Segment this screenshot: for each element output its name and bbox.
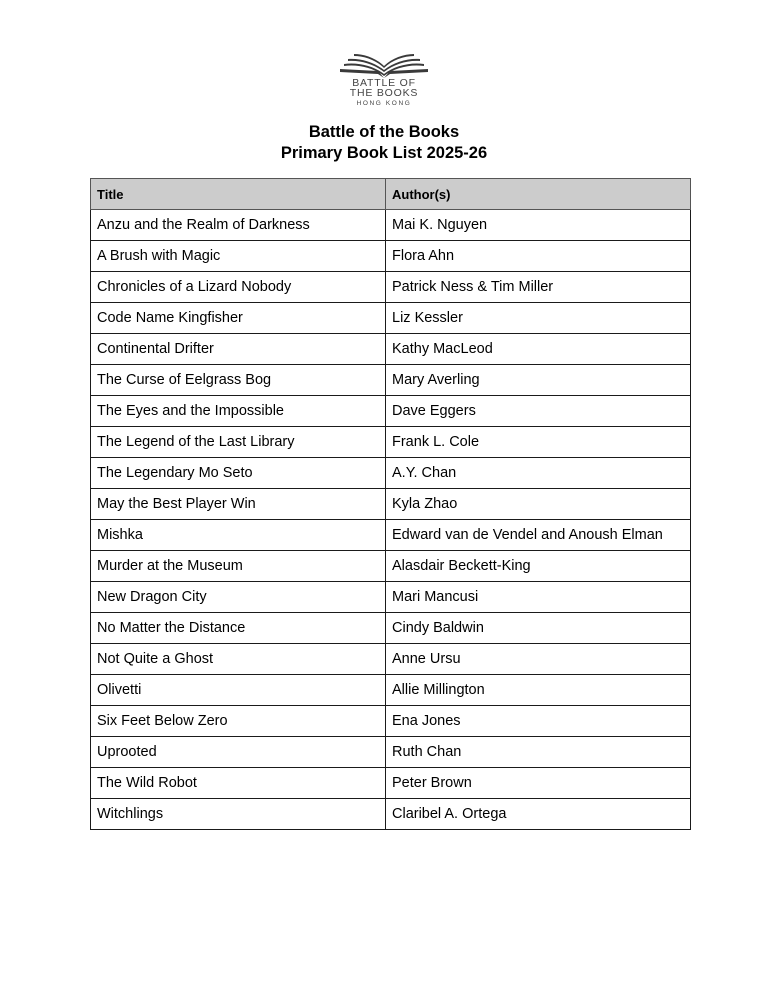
table-row: [91, 396, 691, 427]
table-row: [91, 799, 691, 830]
book-title: The Eyes and the Impossible: [91, 396, 386, 427]
table-row: [91, 768, 691, 799]
book-title: New Dragon City: [91, 582, 386, 613]
table-row: [91, 458, 691, 489]
table-row: [91, 303, 691, 334]
table-row: [91, 613, 691, 644]
table-row: [91, 241, 691, 272]
book-title: Olivetti: [91, 675, 386, 706]
table-row: [91, 675, 691, 706]
table-header-row: [91, 179, 691, 210]
book-title: Witchlings: [91, 799, 386, 830]
table-row: [91, 551, 691, 582]
book-title: Mishka: [91, 520, 386, 551]
book-author: Kyla Zhao: [386, 489, 691, 520]
book-author: Alasdair Beckett-King: [386, 551, 691, 582]
table-row: [91, 520, 691, 551]
book-title: May the Best Player Win: [91, 489, 386, 520]
book-title: A Brush with Magic: [91, 241, 386, 272]
table-row: [91, 582, 691, 613]
book-title: Anzu and the Realm of Darkness: [91, 210, 386, 241]
book-title: The Legend of the Last Library: [91, 427, 386, 458]
subtitle-heading: Primary Book List 2025-26: [280, 144, 488, 162]
book-title: Six Feet Below Zero: [91, 706, 386, 737]
document-title: [0, 122, 768, 164]
logo-text-line2: THE BOOKS: [349, 87, 419, 99]
book-title: The Wild Robot: [91, 768, 386, 799]
book-author: A.Y. Chan: [386, 458, 691, 489]
battle-of-the-books-logo: [334, 52, 434, 116]
book-author: Mary Averling: [386, 365, 691, 396]
book-author: Frank L. Cole: [386, 427, 691, 458]
book-title: Not Quite a Ghost: [91, 644, 386, 675]
book-title: The Legendary Mo Seto: [91, 458, 386, 489]
column-header-author: Author(s): [386, 179, 691, 210]
book-list-table: [90, 178, 691, 830]
book-title: The Curse of Eelgrass Bog: [91, 365, 386, 396]
title-heading: Battle of the Books: [308, 123, 460, 141]
table-row: [91, 706, 691, 737]
table-row: [91, 365, 691, 396]
book-title: Code Name Kingfisher: [91, 303, 386, 334]
book-title: Murder at the Museum: [91, 551, 386, 582]
book-author: Cindy Baldwin: [386, 613, 691, 644]
book-author: Peter Brown: [386, 768, 691, 799]
book-author: Claribel A. Ortega: [386, 799, 691, 830]
table-row: [91, 489, 691, 520]
book-title: No Matter the Distance: [91, 613, 386, 644]
book-title: Continental Drifter: [91, 334, 386, 365]
book-author: Allie Millington: [386, 675, 691, 706]
book-title: Chronicles of a Lizard Nobody: [91, 272, 386, 303]
table-row: [91, 644, 691, 675]
book-title: Uprooted: [91, 737, 386, 768]
book-author: Dave Eggers: [386, 396, 691, 427]
book-author: Ena Jones: [386, 706, 691, 737]
book-author: Edward van de Vendel and Anoush Elman: [386, 520, 691, 551]
book-author: Patrick Ness & Tim Miller: [386, 272, 691, 303]
book-author: Mai K. Nguyen: [386, 210, 691, 241]
open-book-icon: [338, 52, 430, 78]
logo-text-line1: BATTLE OF: [352, 77, 416, 89]
book-author: Flora Ahn: [386, 241, 691, 272]
book-author: Mari Mancusi: [386, 582, 691, 613]
logo-text-line3: HONG KONG: [356, 100, 412, 107]
column-header-title: Title: [91, 179, 386, 210]
table-row: [91, 210, 691, 241]
table-row: [91, 737, 691, 768]
book-author: Anne Ursu: [386, 644, 691, 675]
book-author: Ruth Chan: [386, 737, 691, 768]
table-row: [91, 427, 691, 458]
book-author: Liz Kessler: [386, 303, 691, 334]
book-author: Kathy MacLeod: [386, 334, 691, 365]
table-row: [91, 272, 691, 303]
table-row: [91, 334, 691, 365]
